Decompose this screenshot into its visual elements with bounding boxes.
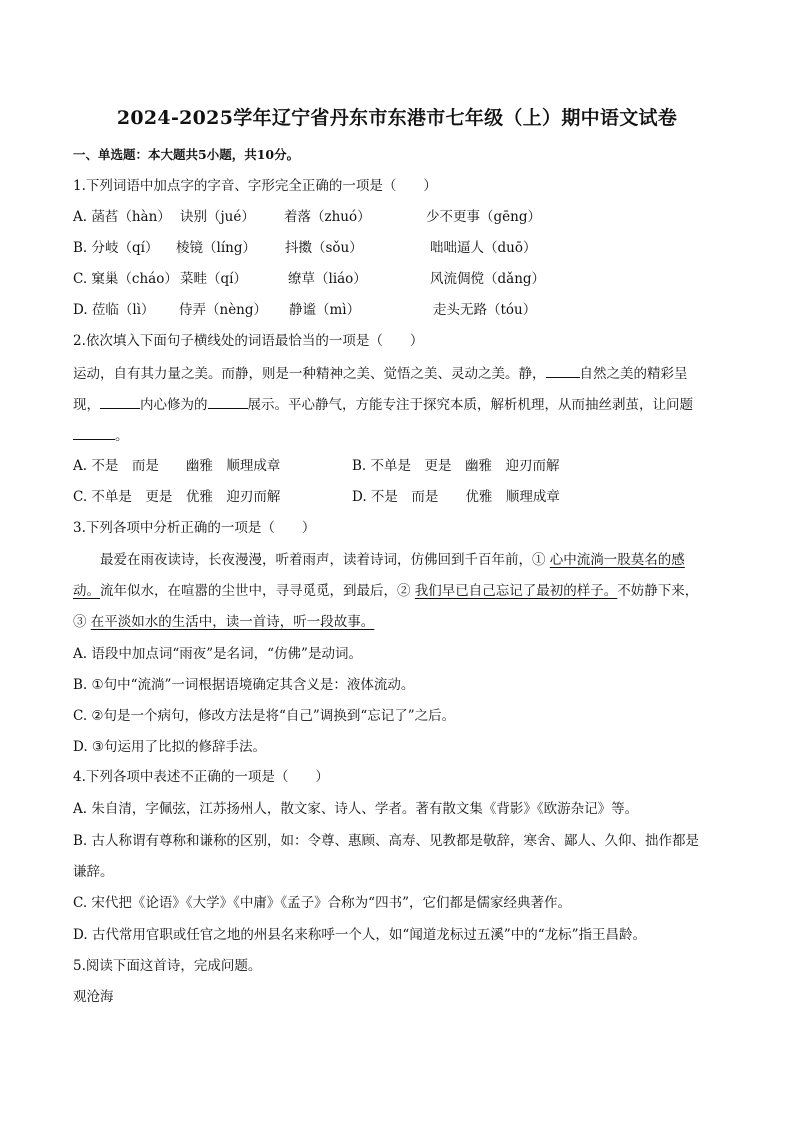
q4-option-b: B. 古人称谓有尊称和谦称的区别，如：令尊、惠顾、高寿、见教都是敬辞，寒舍、鄙人、久仰、拙作都是 [73,833,700,849]
q3-passage-line1 [100,551,685,569]
q3-option-c: C. ②句是一个病句，修改方法是将“自己”调换到“忘记了”之后。 [73,708,456,724]
q3-underlined-sentence-2: 我们早已自己忘记了最初的样子。 [414,583,618,599]
q2-text: 现， [73,397,100,413]
q2-passage-line3 [73,426,129,445]
q2-option-b: B. 不单是 更是 幽雅 迎刃而解 [352,458,560,474]
fill-blank-1 [546,364,580,378]
q3-underlined-sentence-1: 心中流淌一股莫名的感 [549,552,685,568]
q4-option-c: C. 宋代把《论语》《大学》《中庸》《孟子》合称为“四书”，它们都是儒家经典著作。 [73,895,571,911]
q4-option-a: A. 朱自清，字佩弦，江苏扬州人，散文家、诗人、学者。著有散文集《背影》《欧游杂记》等。 [73,801,639,817]
q3-option-b: B. ①句中“流淌”一词根据语境确定其含义是：液体流动。 [73,677,415,693]
q3-underlined-sentence-1-end: 动。 [73,583,100,599]
q3-text: 不妨静下来， [617,583,699,599]
q3-text: 流年似水，在喧嚣的尘世中，寻寻觅觅，到最后，② [100,583,415,599]
exam-title: 2024-2025学年辽宁省丹东市东港市七年级（上）期中语文试卷 [116,107,678,129]
q1-option-a-word2: 诀别（jué） [180,209,255,225]
q1-option-b-word2: 棱镜（líng） [176,240,256,256]
q2-passage-line1 [73,364,688,383]
q1-option-c: C. 窠巢（cháo） [73,271,178,287]
q1-option-a-word4: 少不更事（gēng） [426,209,541,225]
q1-option-b: B. 分岐（qí） [73,240,159,256]
q3-option-d: D. ③句运用了比拟的修辞手法。 [73,739,267,755]
q3-option-a: A. 语段中加点词“雨夜”是名词，“仿佛”是动词。 [73,646,362,662]
q1-option-c-word3: 缭草（liáo） [288,271,367,287]
q1-option-a-word3: 着落（zhuó） [284,209,371,225]
q2-option-c: C. 不单是 更是 优雅 迎刃而解 [73,489,281,505]
q3-text: 最爱在雨夜读诗，长夜漫漫，听着雨声，读着诗词，仿佛回到千百年前，① [100,552,550,568]
fill-blank-2 [100,395,140,409]
q1-option-c-word2: 菜畦（qí） [180,271,247,287]
q1-option-d-word3: 静谧（mì） [289,302,361,318]
q2-option-d: D. 不是 而是 优雅 顺理成章 [352,489,560,505]
q1-option-b-word4: 咄咄逼人（duō） [430,240,537,256]
q4-stem: 4.下列各项中表述不正确的一项是（ ） [73,769,329,785]
q1-stem: 1.下列词语中加点字的字音、字形完全正确的一项是（ ） [73,178,437,194]
q1-option-d: D. 莅临（lì） [73,302,155,318]
q3-underlined-sentence-3: 在平淡如水的生活中，读一首诗，听一段故事。 [90,614,375,630]
fill-blank-3 [208,395,248,409]
q3-passage-line3 [73,613,374,631]
q5-stem: 5.阅读下面这首诗，完成问题。 [73,958,262,974]
section-heading: 一、单选题：本大题共5小题，共10分。 [73,147,300,162]
q2-text: 内心修为的 [140,397,208,413]
q2-text: 自然之美的精彩呈 [579,366,688,382]
q2-text: 运动，自有其力量之美。而静，则是一种精神之美、觉悟之美、灵动之美。静， [73,366,546,382]
q4-option-b-cont: 谦辞。 [73,864,114,880]
q3-stem: 3.下列各项中分析正确的一项是（ ） [73,520,316,536]
q3-passage-line2 [73,582,698,600]
poem-title: 观沧海 [73,989,114,1005]
q2-option-a: A. 不是 而是 幽雅 顺理成章 [73,458,281,474]
q3-text: ③ [73,614,91,630]
q2-text: 展示。平心静气，方能专注于探究本质，解析机理，从而抽丝剥茧，让问题 [247,397,693,413]
q1-option-c-word4: 风流倜傥（dǎng） [430,271,546,287]
q2-stem: 2.依次填入下面句子横线处的词语最恰当的一项是（ ） [73,333,424,349]
q2-text: 。 [115,428,129,444]
q1-option-a: A. 菡萏（hàn） [73,209,171,225]
q2-passage-line2 [73,395,693,414]
q1-option-d-word2: 侍弄（nèng） [179,302,268,318]
q1-option-b-word3: 抖擞（sǒu） [285,240,363,256]
fill-blank-4 [73,426,115,440]
q1-option-d-word4: 走头无路（tóu） [433,302,537,318]
q4-option-d: D. 古代常用官职或任官之地的州县名来称呼一个人，如“闻道龙标过五溪”中的“龙标”指王昌龄。 [73,927,647,943]
